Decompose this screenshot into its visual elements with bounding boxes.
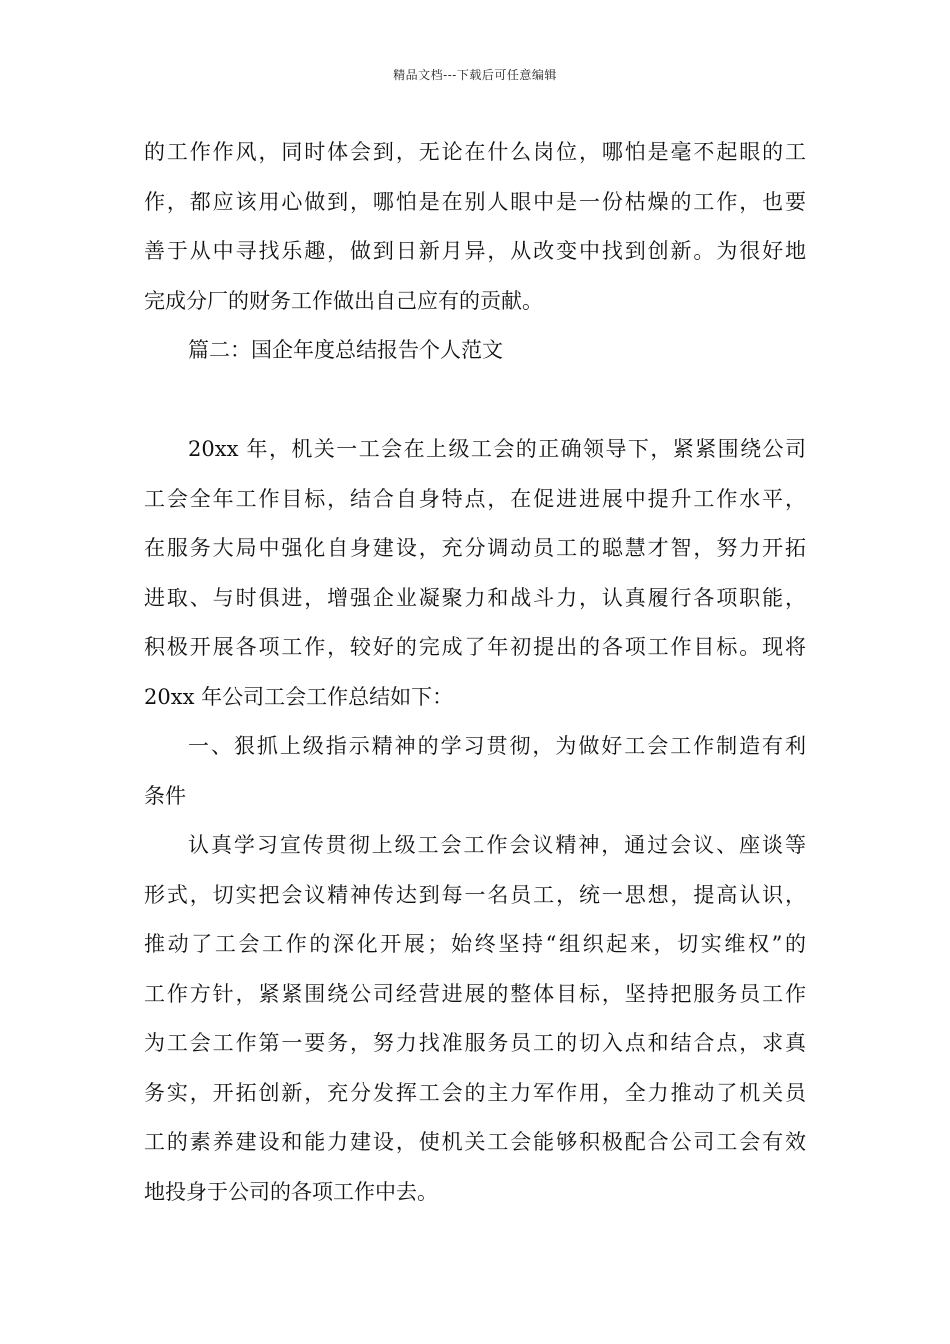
paragraph-line: 善于从中寻找乐趣，做到日新月异，从改变中找到创新。为很好地: [144, 239, 806, 263]
paragraph-line: 在服务大局中强化自身建设，充分调动员工的聪慧才智，努力开拓: [144, 536, 806, 560]
paragraph-line: 推动了工会工作的深化开展；始终坚持“组织起来，切实维权”的: [144, 932, 806, 956]
paragraph-line: 形式，切实把会议精神传达到每一名员工，统一思想，提高认识，: [144, 882, 806, 907]
paragraph-line: 工的素养建设和能力建设，使机关工会能够积极配合公司工会有效: [144, 1130, 806, 1154]
paragraph-line: 进取、与时俱进，增强企业凝聚力和战斗力，认真履行各项职能，: [144, 585, 806, 610]
paragraph-line: 工会全年工作目标，结合自身特点，在促进进展中提升工作水平，: [144, 486, 806, 511]
blank-line: [144, 376, 806, 426]
paragraph-line: 工作方针，紧紧围绕公司经营进展的整体目标，坚持把服务员工作: [144, 981, 806, 1006]
section-heading-line: 一、狠抓上级指示精神的学习贯彻，为做好工会工作制造有利: [188, 734, 806, 758]
paragraph-line: 为工会工作第一要务，努力找准服务员工的切入点和结合点，求真: [144, 1031, 806, 1055]
paragraph-line: 的工作作风，同时体会到，无论在什么岗位，哪怕是毫不起眼的工: [144, 140, 806, 164]
paragraph-line: 积极开展各项工作，较好的完成了年初提出的各项工作目标。现将: [144, 635, 806, 659]
paragraph-line: 作，都应该用心做到，哪怕是在别人眼中是一份枯燥的工作，也要: [144, 189, 806, 214]
section-heading-line: 条件: [144, 783, 186, 808]
section-title: 篇二：国企年度总结报告个人范文: [188, 338, 503, 362]
paragraph-line: 20xx 年，机关一工会在上级工会的正确领导下，紧紧围绕公司: [188, 437, 806, 461]
page-header: 精品文档---下载后可任意编辑: [393, 68, 557, 82]
paragraph-line: 务实，开拓创新，充分发挥工会的主力军作用，全力推动了机关员: [144, 1080, 806, 1105]
paragraph-line: 完成分厂的财务工作做出自己应有的贡献。: [144, 288, 543, 313]
paragraph-line: 认真学习宣传贯彻上级工会工作会议精神，通过会议、座谈等: [188, 833, 806, 857]
paragraph-line: 地投身于公司的各项工作中去。: [144, 1179, 438, 1204]
document-body: [144, 128, 806, 1217]
paragraph-line: 20xx 年公司工会工作总结如下：: [144, 684, 454, 709]
